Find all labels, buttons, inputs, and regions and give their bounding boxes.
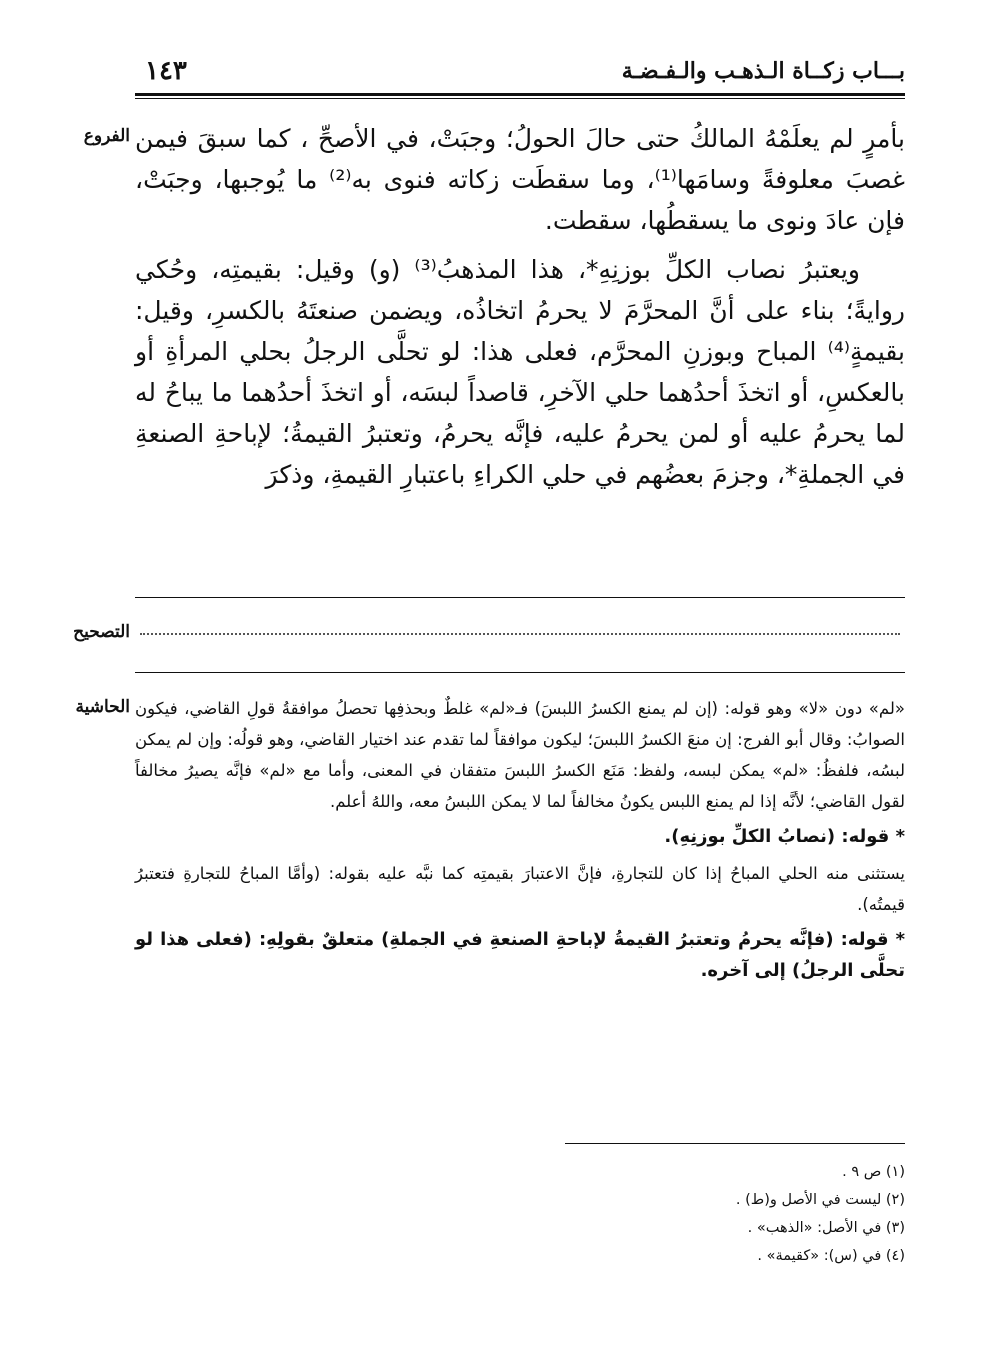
hashiya-quote-2: * قوله: (فإنَّه يحرمُ وتعتبرُ القيمةُ لإباحةِ الصنعةِ في الجملةِ) متعلقٌ بقولِهِ: (فعلى هذا لو تحلَّى الرجلُ) إلى آخره. (135, 929, 905, 981)
footnote-4: (٤) في (س): «كقيمة» . (757, 1248, 905, 1264)
header-rule-thick (135, 93, 905, 96)
footnotes (135, 1158, 905, 1270)
hashiya-quote-1: * قوله: (نصابُ الكلِّ بوزنِهِ). (664, 826, 905, 847)
page-number: ١٤٣ (145, 56, 187, 86)
section-rule-bottom (135, 672, 905, 673)
tashih-dotted-line (140, 633, 900, 635)
label-furu: الفروع (83, 126, 130, 146)
footnote-1: (١) ص ٩ . (842, 1164, 905, 1180)
chapter-title: بـــاب زكــاة الـذهـب والـفـضـة (621, 58, 905, 84)
main-paragraph-2: ويعتبرُ نصاب الكلِّ بوزنِهِ*، هذا المذهبُ⁽³⁾ (و) وقيل: بقيمتِه، وحُكي روايةً؛ بناء على أنَّ المحرَّمَ لا يحرمُ اتخاذُه، ويضمن صنعتَهُ بالكسرِ، وقيل: بقيمةٍ⁽⁴⁾ المباح وبوزنِ المحرَّم، فعلى هذا: لو تحلَّى الرجلُ بحلي المرأةِ أو بالعكسِ، أو اتخذَ أحدُهما حلي الآخرِ، قاصداً لبسَه، أو اتخذَ أحدُهما ما يباحُ له لما يحرمُ عليه أو لمن يحرمُ عليه، فإنَّه يحرمُ، وتعتبرُ القيمةُ؛ لإباحةِ الصنعةِ في الجملةِ*، وجزمَ بعضُهم في حلي الكراءِ باعتبارِ القيمةِ، وذكرَ (135, 255, 905, 489)
header-rule-thin (135, 98, 905, 99)
main-text (135, 118, 905, 495)
section-rule-top (135, 597, 905, 598)
page-header (135, 52, 905, 92)
footnote-3: (٣) في الأصل: «الذهب» . (747, 1220, 905, 1236)
hashiya-paragraph-1: «لم» دون «لا» وهو قوله: (إن لم يمنع الكسرُ اللبسَ) فـ«لم» غلطٌ وبحذفِها تحصلُ موافقةُ قولِ القاضي، فيكون الصوابُ: وقال أبو الفرج: إن منعَ الكسرُ اللبسَ؛ ليكون موافقاً لما تقدم عند اختيار القاضي، وهو قولُه: وإن لم يمكن لبسُه، فلفظُ: «لم» يمكن لبسه، ولفظ: مَنَع الكسرُ اللبسَ متفقان في المعنى، وأما مع «لم» فإنَّه يصيرُ مخالفاً لقول القاضي؛ لأنَّه إذا لم يمنع اللبس يكونُ مخالفاً لما لا يمكن اللبسُ معه، واللهُ أعلم. (135, 699, 905, 811)
hashiya-text (135, 693, 905, 992)
label-tashih: التصحيح (73, 622, 130, 642)
footnote-2: (٢) ليست في الأصل و(ط) . (735, 1192, 905, 1208)
main-paragraph-1: بأمرٍ لم يعلَمْهُ المالكُ حتى حالَ الحولُ؛ وجبَتْ، في الأصحِّ ، كما سبقَ فيمن غصبَ معلوفةً وسامَها⁽¹⁾، وما سقطَت زكاته فنوى به⁽²⁾ ما يُوجبها، وجبَتْ، فإن عادَ ونوى ما يسقطُها، سقطت. (135, 124, 905, 235)
hashiya-paragraph-2: يستثنى منه الحلي المباحُ إذا كان للتجارةِ، فإنَّ الاعتبارَ بقيمتِه كما نبَّه عليه بقوله: (وأمَّا المباحُ للتجارةِ فتعتبرُ قيمتُه). (135, 864, 905, 914)
footnote-rule (565, 1143, 905, 1144)
label-hashiya: الحاشية (75, 697, 130, 717)
